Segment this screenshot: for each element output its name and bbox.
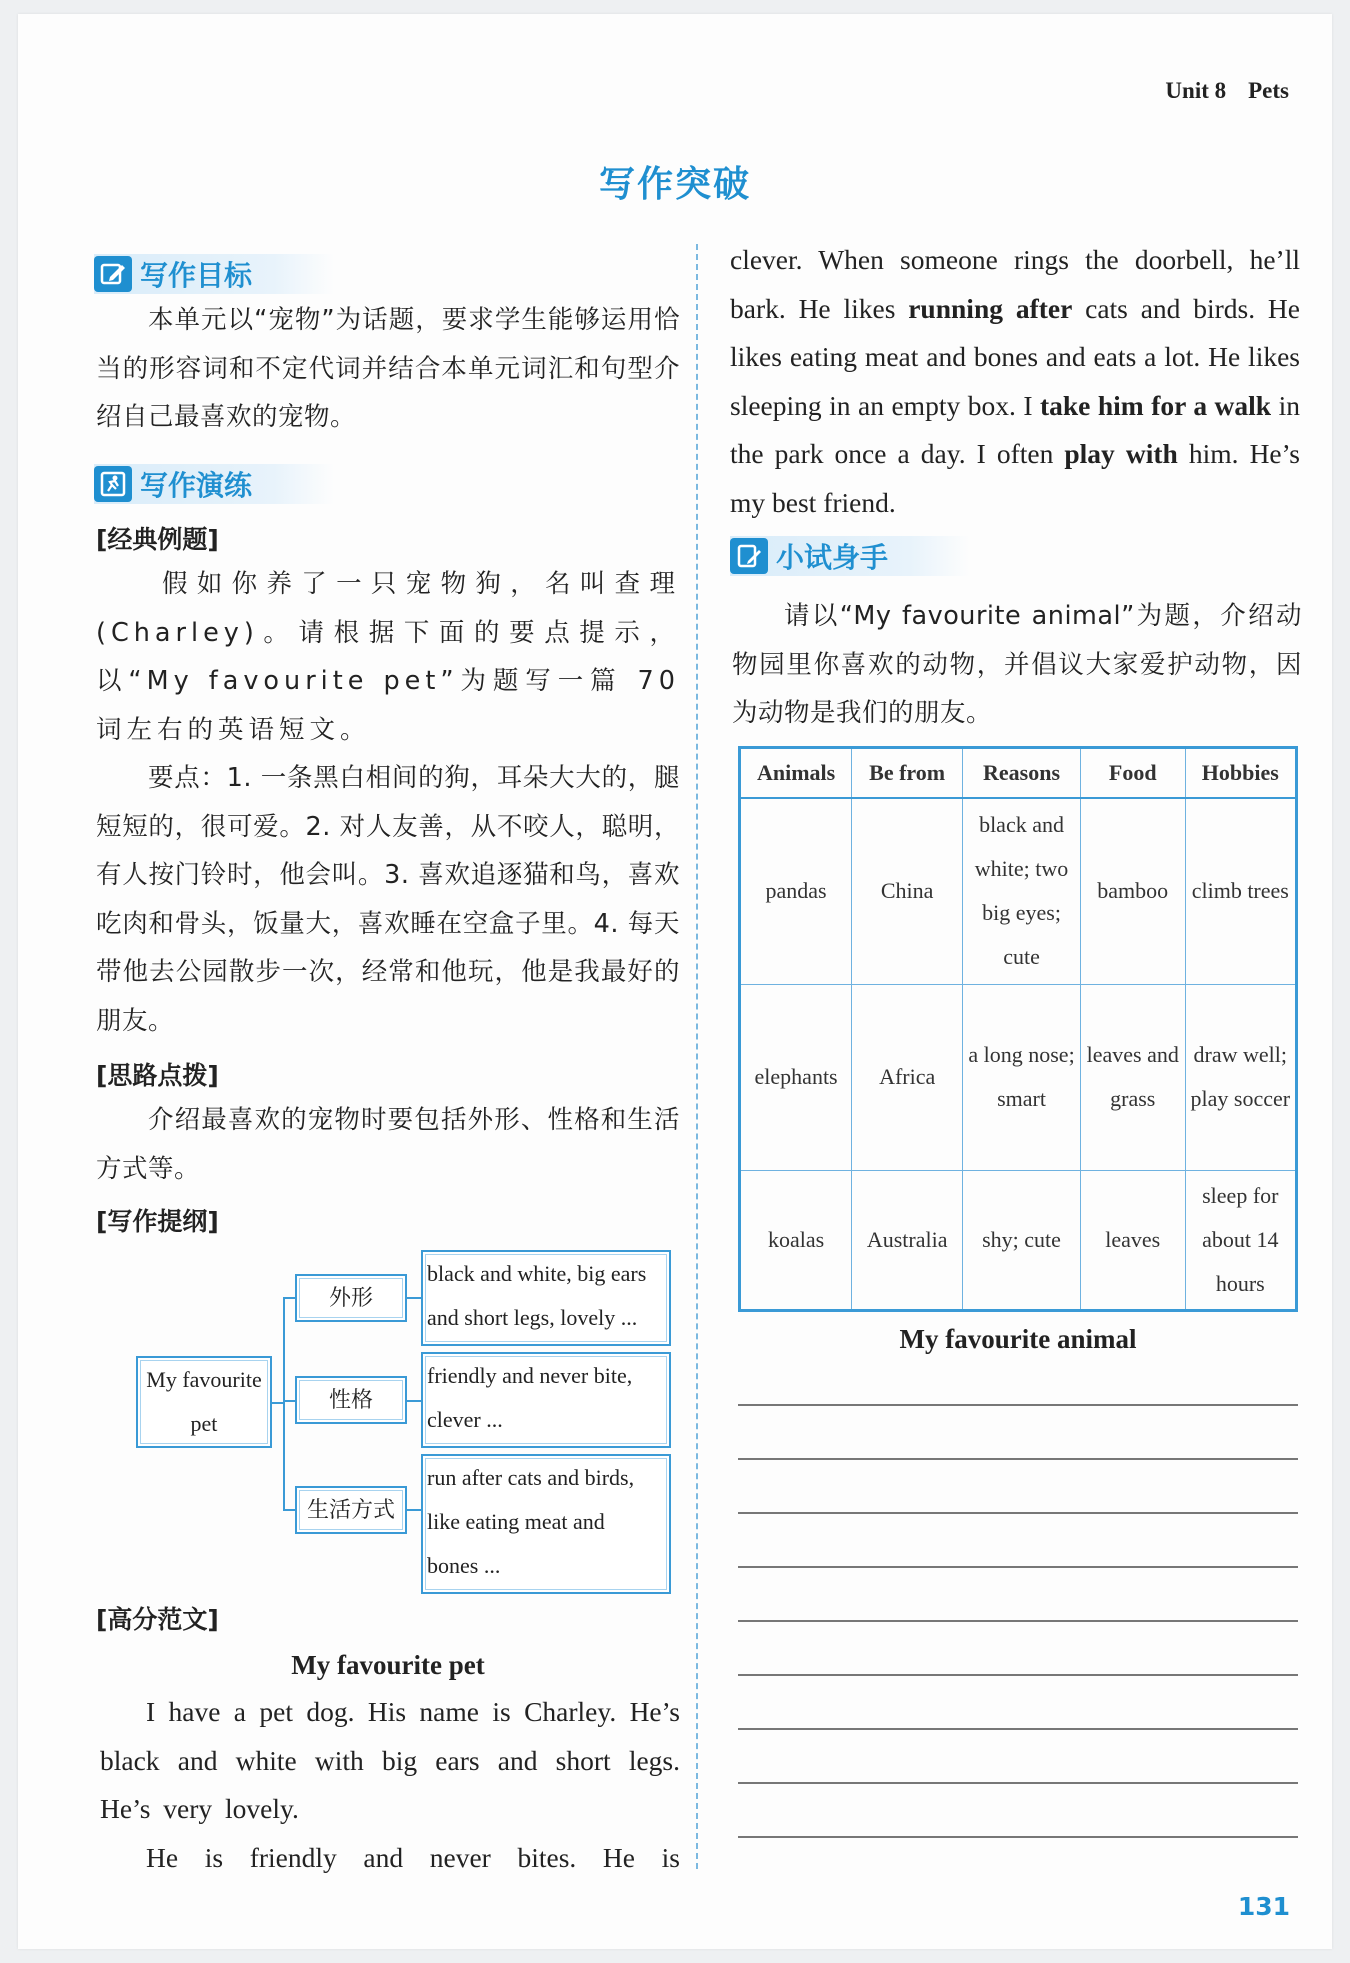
key-phrase: take him for a walk (1039, 389, 1272, 421)
write-pad-icon (730, 538, 768, 574)
detail-line: bones ... (427, 1553, 501, 1578)
table-cell: bamboo (1080, 798, 1185, 984)
outline-branch-personality: 性格 (295, 1376, 407, 1424)
table-cell: pandas (740, 798, 852, 984)
section-try-title: 小试身手 (776, 541, 889, 574)
answer-title: My favourite animal (899, 1324, 1137, 1354)
goal-text: 本单元以“宠物”为话题，要求学生能够运用恰当的形容词和不定代词并结合本单元词汇和句型介绍自己最喜欢的宠物。 (96, 305, 680, 432)
unit-label: Unit 8 (1165, 78, 1227, 103)
connector (283, 1297, 285, 1511)
model-paragraph-2-start: He is friendly and never bites. He is (146, 1842, 680, 1873)
detail-line: run after cats and birds, (427, 1465, 635, 1490)
task-prompt: 请以“My favourite animal”为题，介绍动物园里你喜欢的动物，并倡议大家爱护动物，因为动物是我们的朋友。 (732, 601, 1302, 728)
connector (407, 1400, 421, 1402)
tips-text: 介绍最喜欢的宠物时要包括外形、性格和生活方式等。 (96, 1105, 680, 1184)
section-practice-heading (94, 464, 334, 504)
key-phrase: play with (1064, 438, 1178, 469)
table-row (740, 798, 1297, 984)
connector (407, 1509, 421, 1511)
table-cell: leaves (1080, 1170, 1185, 1310)
section-goal-title: 写作目标 (140, 259, 253, 292)
outline-root-line1: My favourite (146, 1367, 262, 1392)
table-cell: a long nose; smart (963, 984, 1081, 1170)
model-paragraph-2-continued (730, 236, 1300, 527)
table-cell: climb trees (1185, 798, 1296, 984)
tips-label: [思路点拨] (96, 1061, 219, 1090)
section-try-heading (730, 536, 970, 576)
section-practice-title: 写作演练 (140, 469, 253, 502)
column-divider (696, 244, 698, 1869)
writing-line[interactable] (738, 1674, 1298, 1676)
table-cell: koalas (740, 1170, 852, 1310)
example-label: [经典例题] (96, 525, 219, 554)
topic-label: Pets (1248, 78, 1289, 103)
table-cell: sleep for about 14 hours (1185, 1170, 1296, 1310)
running-header (1165, 78, 1289, 104)
runner-icon (94, 466, 132, 502)
table-cell: black and white; two big eyes; cute (963, 798, 1081, 984)
connector (407, 1297, 421, 1299)
essay-text: cats and birds. He likes eating meat and bones and eats a lot. He likes sleeping in an empty box. I (730, 292, 1300, 421)
outline-detail-personality (421, 1352, 671, 1448)
essay-text: in the park once a day. I often (730, 389, 1300, 469)
table-header: Animals (740, 748, 852, 799)
writing-line[interactable] (738, 1404, 1298, 1406)
outline-root-line2: pet (190, 1411, 218, 1436)
pencil-edit-icon (94, 256, 132, 292)
key-phrase: running after (908, 292, 1073, 324)
table-cell: shy; cute (963, 1170, 1081, 1310)
detail-line: friendly and never bite, (427, 1363, 633, 1388)
table-cell: elephants (740, 984, 852, 1170)
model-title: My favourite pet (291, 1650, 485, 1680)
outline-root (136, 1356, 272, 1448)
model-label: [高分范文] (96, 1605, 219, 1634)
example-prompt: 假如你养了一只宠物狗，名叫查理(Charley)。请根据下面的要点提示，以“My favourite pet”为题写一篇 70 词左右的英语短文。 (96, 569, 680, 745)
detail-line: clever ... (427, 1407, 503, 1432)
table-cell: Australia (852, 1170, 963, 1310)
table-cell: draw well; play soccer (1185, 984, 1296, 1170)
table-header: Be from (852, 748, 963, 799)
table-header: Food (1080, 748, 1185, 799)
table-cell: China (852, 798, 963, 984)
outline-branch-lifestyle: 生活方式 (295, 1486, 407, 1534)
writing-line[interactable] (738, 1782, 1298, 1784)
writing-line[interactable] (738, 1512, 1298, 1514)
model-paragraph-1: I have a pet dog. His name is Charley. He’s black and white with big ears and short legs. He’s very lovely. (100, 1696, 680, 1824)
detail-line: like eating meat and (427, 1509, 605, 1534)
writing-line[interactable] (738, 1836, 1298, 1838)
section-goal-heading (94, 254, 334, 294)
outline-label: [写作提纲] (96, 1207, 219, 1236)
writing-line[interactable] (738, 1620, 1298, 1622)
connector (283, 1400, 295, 1402)
example-points: 要点：1. 一条黑白相间的狗，耳朵大大的，腿短短的，很可爱。2. 对人友善，从不咬人，聪明，有人按门铃时，他会叫。3. 喜欢追逐猫和鸟，喜欢吃肉和骨头，饭量大，喜欢睡在空盒子里。4. 每天带他去公园散步一次，经常和他玩，他是我最好的朋友。 (96, 763, 680, 1036)
detail-line: black and white, big ears (427, 1261, 647, 1286)
connector (283, 1297, 295, 1299)
connector (283, 1509, 295, 1511)
table-header: Hobbies (1185, 748, 1296, 799)
table-header: Reasons (963, 748, 1081, 799)
outline-detail-appearance (421, 1250, 671, 1346)
page-title: 写作突破 (598, 164, 751, 205)
essay-text: clever. When someone rings the doorbell, he’ll bark. He likes (730, 244, 1300, 324)
animals-table (738, 746, 1298, 1312)
table-cell: Africa (852, 984, 963, 1170)
writing-line[interactable] (738, 1458, 1298, 1460)
outline-branch-appearance: 外形 (295, 1274, 407, 1322)
detail-line: and short legs, lovely ... (427, 1305, 638, 1330)
workbook-page (18, 14, 1332, 1949)
table-row (740, 984, 1297, 1170)
writing-line[interactable] (738, 1728, 1298, 1730)
table-cell: leaves and grass (1080, 984, 1185, 1170)
writing-line[interactable] (738, 1566, 1298, 1568)
page-number: 131 (1237, 1892, 1290, 1921)
outline-detail-lifestyle (421, 1454, 671, 1594)
table-row (740, 1170, 1297, 1310)
essay-text: him. He’s my best friend. (730, 438, 1300, 518)
